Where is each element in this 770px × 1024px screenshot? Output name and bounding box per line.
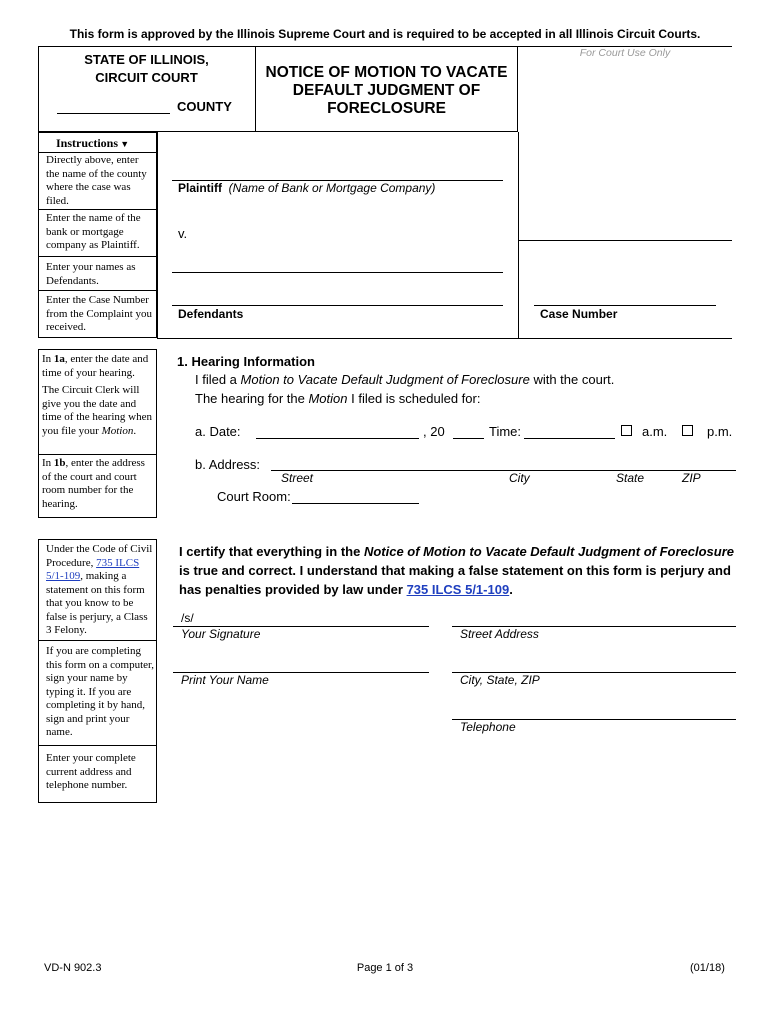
pm-label: p.m.: [707, 424, 733, 439]
statute-link[interactable]: 735 ILCS 5/1-109: [406, 582, 510, 597]
instruction-item: Enter your names as Defendants.: [46, 261, 136, 287]
instruction-item: Enter the name of the bank or mortgage company as Plaintiff.: [46, 212, 141, 251]
note-clerk: The Circuit Clerk will give you the date and time of the hearing when you file your Motion.: [42, 384, 152, 437]
case-number-label: Case Number: [540, 307, 618, 321]
versus-label: v.: [178, 226, 188, 241]
defendant-field-1[interactable]: [172, 272, 503, 273]
court-use-label: For Court Use Only: [579, 47, 671, 59]
hearing-heading: 1. Hearing Information: [177, 354, 315, 369]
date-label: a. Date:: [195, 424, 241, 439]
court-label: CIRCUIT COURT: [95, 70, 198, 85]
county-label: COUNTY: [177, 99, 232, 114]
court-address-field[interactable]: [271, 470, 736, 471]
note-1a: In 1a, enter the date and time of your hearing.: [42, 353, 149, 379]
street-address-caption: Street Address: [460, 627, 539, 641]
court-room-label: Court Room:: [217, 489, 291, 504]
approval-notice: This form is approved by the Illinois Supreme Court and is required to be accepted in all Illinois Circuit Courts.: [69, 27, 701, 41]
certification-text: I certify that everything in the Notice of Motion to Vacate Default Judgment of Foreclosure is true and correct. I understand that making a false statement on this form is perjury and has penalties provided by law under 735 ILCS 5/1-109.: [179, 544, 734, 597]
perjury-note: Under the Code of Civil Procedure, 735 ILCS 5/1-109, making a statement on this form that you know to be false is perjury, a Class 3 Felony.: [46, 543, 153, 636]
county-field[interactable]: [57, 113, 170, 114]
instructions-heading: Instructions ▼: [56, 136, 130, 150]
instruction-item: Enter the Case Number from the Complaint you received.: [46, 294, 153, 333]
court-room-field[interactable]: [292, 503, 419, 504]
hearing-line-1: I filed a Motion to Vacate Default Judgment of Foreclosure with the court.: [195, 372, 615, 387]
form-id: VD-N 902.3: [44, 962, 102, 974]
signing-note: If you are completing this form on a computer, sign your name by typing it. If you are completing it by hand, sign and print your name.: [46, 645, 155, 738]
street-caption: Street: [281, 471, 314, 485]
am-checkbox[interactable]: [621, 425, 632, 436]
address-note: Enter your complete current address and telephone number.: [46, 752, 136, 791]
signature-value[interactable]: /s/: [181, 611, 194, 625]
date-field[interactable]: [256, 438, 419, 439]
address-label: b. Address:: [195, 457, 261, 472]
page-number: Page 1 of 3: [356, 962, 414, 974]
caret-down-icon: ▼: [118, 139, 130, 149]
signature-caption: Your Signature: [181, 627, 261, 641]
time-field[interactable]: [524, 438, 615, 439]
zip-caption: ZIP: [682, 471, 701, 485]
print-name-caption: Print Your Name: [181, 673, 269, 687]
instruction-item: Directly above, enter the name of the county where the case was filed.: [46, 154, 147, 207]
telephone-caption: Telephone: [460, 720, 516, 734]
am-label: a.m.: [642, 424, 668, 439]
defendant-field-2[interactable]: [172, 305, 503, 306]
time-label: Time:: [489, 424, 522, 439]
city-caption: City: [509, 471, 530, 485]
form-title: NOTICE OF MOTION TO VACATE DEFAULT JUDGMENT OF FORECLOSURE: [265, 64, 508, 117]
case-number-field[interactable]: [534, 305, 716, 306]
state-caption: State: [616, 471, 645, 485]
plaintiff-label: Plaintiff (Name of Bank or Mortgage Company): [178, 181, 436, 195]
defendants-label: Defendants: [178, 307, 244, 321]
statute-link[interactable]: 735 ILCS 5/1-109: [46, 556, 140, 582]
pm-checkbox[interactable]: [682, 425, 693, 436]
city-state-zip-caption: City, State, ZIP: [460, 673, 540, 687]
form-date: (01/18): [690, 962, 725, 974]
year-field[interactable]: [453, 438, 484, 439]
state-label: STATE OF ILLINOIS,: [84, 52, 209, 67]
note-1b: In 1b, enter the address of the court and court room number for the hearing.: [42, 457, 145, 510]
year-label: , 20: [423, 424, 445, 439]
hearing-line-2: The hearing for the Motion I filed is scheduled for:: [195, 391, 481, 406]
